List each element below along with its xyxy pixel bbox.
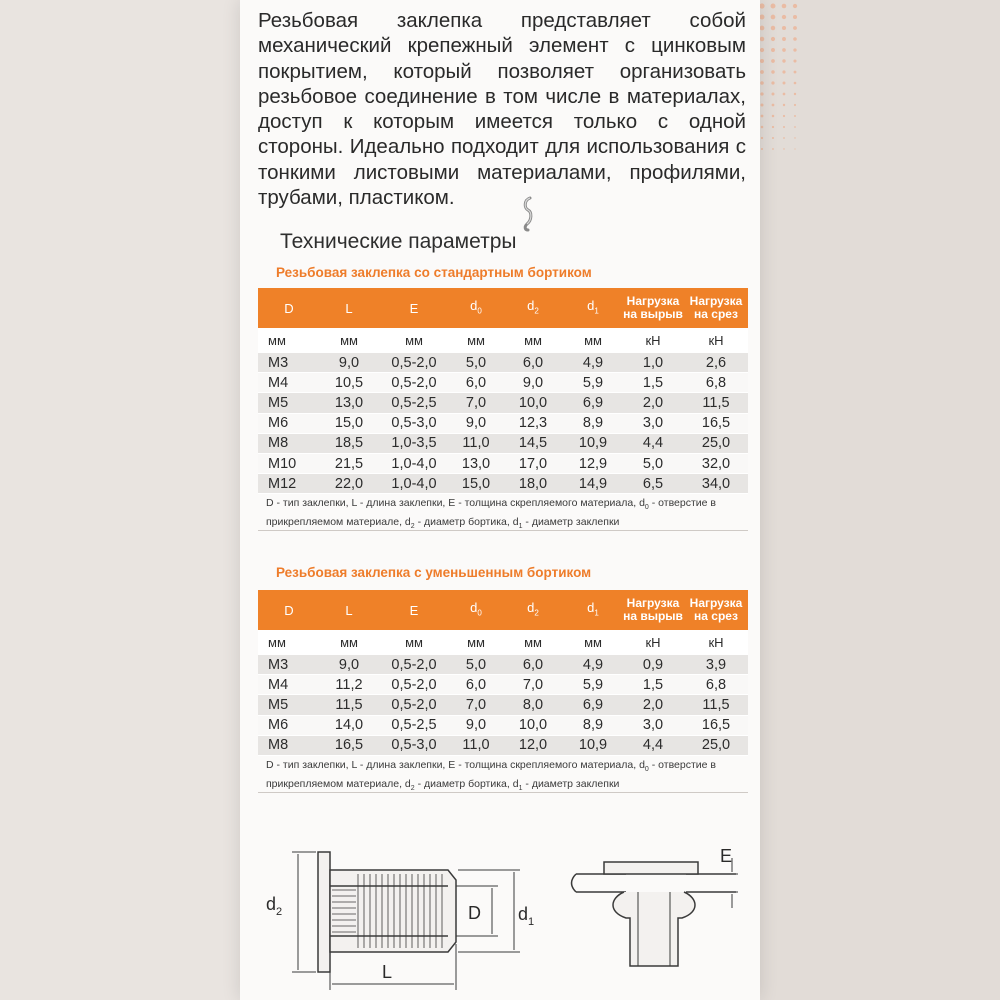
header-tear-load: Нагрузка на вырыв — [622, 288, 684, 328]
table-row — [258, 695, 748, 715]
table-cell: 14,5 — [502, 433, 564, 453]
decor-dot — [771, 26, 775, 30]
decor-dot — [794, 93, 796, 95]
unit-cell: мм — [320, 630, 378, 655]
table-cell: 25,0 — [684, 735, 748, 755]
decor-dot — [793, 48, 796, 51]
decor-dot — [760, 70, 764, 74]
decor-dot — [771, 4, 776, 9]
decor-dot — [783, 93, 786, 96]
decor-dot — [794, 148, 795, 149]
table-cell: 22,0 — [320, 474, 378, 494]
table-cell: 1,0-4,0 — [378, 474, 450, 494]
table-cell: 0,5-3,0 — [378, 413, 450, 433]
label-E: E — [720, 846, 733, 866]
decor-dot — [793, 37, 797, 41]
decor-dot — [772, 148, 774, 150]
table-cell: 11,5 — [684, 393, 748, 413]
table-cell: 1,0-3,5 — [378, 433, 450, 453]
decor-dot — [783, 137, 785, 139]
unit-cell: мм — [502, 630, 564, 655]
table-cell: 4,9 — [564, 353, 622, 373]
header-d: D — [258, 288, 320, 328]
table-cell: 7,0 — [502, 675, 564, 695]
table-cell: 32,0 — [684, 453, 748, 473]
table-cell: 34,0 — [684, 474, 748, 494]
table-cell: 0,9 — [622, 655, 684, 675]
header-d0: $d_0$ — [450, 590, 502, 630]
header-d0: $d_0$ — [450, 288, 502, 328]
table1-header-row — [258, 288, 748, 328]
unit-cell: мм — [502, 328, 564, 353]
unit-cell: мм — [450, 328, 502, 353]
table-cell: 1,5 — [622, 373, 684, 393]
background-left — [0, 0, 250, 1000]
table-row — [258, 474, 748, 494]
decor-dot — [794, 115, 796, 117]
table-cell: 15,0 — [450, 474, 502, 494]
table-cell: 14,0 — [320, 715, 378, 735]
decor-dot — [783, 104, 785, 106]
decor-dot — [782, 15, 786, 19]
table-cell: 10,0 — [502, 393, 564, 413]
unit-cell: кН — [684, 328, 748, 353]
hanger-hook-icon — [518, 196, 540, 232]
decor-dot — [783, 126, 785, 128]
unit-cell: мм — [378, 328, 450, 353]
decor-dot — [760, 81, 764, 85]
table-cell: 6,8 — [684, 675, 748, 695]
table-row — [258, 373, 748, 393]
table-cell: 11,2 — [320, 675, 378, 695]
table-cell: 10,0 — [502, 715, 564, 735]
table-cell: 11,5 — [320, 695, 378, 715]
table-row — [258, 735, 748, 755]
table-cell: 17,0 — [502, 453, 564, 473]
table1-body — [258, 328, 748, 494]
table-cell: 7,0 — [450, 393, 502, 413]
table-cell: 12,9 — [564, 453, 622, 473]
table-cell: M4 — [258, 675, 320, 695]
rivet-side-view — [292, 852, 520, 990]
table-cell: M3 — [258, 655, 320, 675]
installed-body — [613, 892, 695, 966]
table-cell: 5,0 — [622, 453, 684, 473]
table-cell: 16,5 — [684, 715, 748, 735]
table-cell: 21,5 — [320, 453, 378, 473]
spec-table-standard — [258, 288, 748, 494]
table-cell: 1,5 — [622, 675, 684, 695]
decor-dot — [761, 126, 764, 129]
table-cell: M6 — [258, 413, 320, 433]
table-cell: 0,5-2,5 — [378, 715, 450, 735]
table-row — [258, 715, 748, 735]
table-cell: 6,9 — [564, 695, 622, 715]
unit-cell: кН — [622, 630, 684, 655]
header-e: E — [378, 590, 450, 630]
header-d: D — [258, 590, 320, 630]
table-cell: 3,9 — [684, 655, 748, 675]
decor-dot — [782, 70, 785, 73]
decor-dot — [760, 103, 763, 106]
decor-dot — [771, 81, 774, 84]
table-cell: M3 — [258, 353, 320, 373]
rivet-diagram — [258, 830, 748, 1000]
label-d1: $d_1$ — [518, 904, 535, 928]
unit-cell: мм — [258, 630, 320, 655]
table-cell: 8,9 — [564, 413, 622, 433]
unit-cell: кН — [622, 328, 684, 353]
table2-body — [258, 630, 748, 755]
table-cell: M5 — [258, 695, 320, 715]
table-cell: 0,5-2,0 — [378, 675, 450, 695]
sheet-left — [576, 874, 626, 892]
table-cell: M4 — [258, 373, 320, 393]
table2-footnote: D - тип заклепки, L - длина заклепки, E - толщина скрепляемого материала, $d_0$ - отверстие в прикрепляемом материале, $d_2$ - диаметр бортика, $d_1$ - диаметр заклепки — [266, 759, 716, 793]
table-cell: M8 — [258, 433, 320, 453]
table-cell: 12,0 — [502, 735, 564, 755]
decor-dot — [782, 4, 787, 9]
table-cell: 1,0-4,0 — [378, 453, 450, 473]
table-cell: M8 — [258, 735, 320, 755]
table2-header-row — [258, 590, 748, 630]
table-cell: 0,5-2,0 — [378, 353, 450, 373]
decor-dot — [771, 48, 775, 52]
decor-dot — [760, 15, 765, 20]
table-cell: 25,0 — [684, 433, 748, 453]
table-cell: 9,0 — [320, 353, 378, 373]
decor-dot — [783, 115, 785, 117]
table-cell: 3,0 — [622, 413, 684, 433]
table-cell: 16,5 — [320, 735, 378, 755]
table-cell: 0,5-2,0 — [378, 373, 450, 393]
table-cell: 13,0 — [450, 453, 502, 473]
table-cell: 8,9 — [564, 715, 622, 735]
header-e: E — [378, 288, 450, 328]
decor-dot — [771, 15, 776, 20]
table-cell: 12,3 — [502, 413, 564, 433]
table-cell: 10,9 — [564, 433, 622, 453]
decor-dot — [783, 82, 786, 85]
header-d2: $d_2$ — [502, 288, 564, 328]
decor-dot — [793, 15, 797, 19]
table-cell: 7,0 — [450, 695, 502, 715]
table-cell: 2,0 — [622, 393, 684, 413]
table1-title: Резьбовая заклепка со стандартным бортиком — [276, 265, 592, 280]
decor-dot — [761, 115, 764, 118]
divider — [258, 530, 748, 531]
decor-dot — [783, 148, 784, 149]
table-cell: 6,9 — [564, 393, 622, 413]
units-row — [258, 328, 748, 353]
sheet-break — [572, 874, 577, 892]
table-row — [258, 413, 748, 433]
table-cell: 13,0 — [320, 393, 378, 413]
decor-dot — [782, 26, 786, 30]
decor-dot — [794, 126, 796, 128]
table1-footnote: D - тип заклепки, L - длина заклепки, E - толщина скрепляемого материала, $d_0$ - отверстие в прикрепляемом материале, $d_2$ - диаметр бортика, $d_1$ - диаметр заклепки — [266, 497, 716, 531]
rivet-body — [330, 870, 456, 952]
table-cell: M5 — [258, 393, 320, 413]
decor-dot — [760, 37, 764, 41]
decor-dot — [793, 59, 796, 62]
decor-dot — [772, 115, 775, 118]
decor-dot — [772, 126, 774, 128]
unit-cell: мм — [320, 328, 378, 353]
table-cell: 14,9 — [564, 474, 622, 494]
decor-dot — [771, 37, 775, 41]
table-cell: 18,5 — [320, 433, 378, 453]
decor-dot — [760, 48, 764, 52]
table-cell: M10 — [258, 453, 320, 473]
table-cell: 10,5 — [320, 373, 378, 393]
decor-dot — [782, 59, 785, 62]
decor-dot — [761, 148, 763, 150]
rivet-flange — [318, 852, 330, 972]
table-cell: 5,9 — [564, 373, 622, 393]
table-cell: 1,0 — [622, 353, 684, 373]
header-d2: $d_2$ — [502, 590, 564, 630]
spec-table-reduced — [258, 590, 748, 756]
header-shear-load: Нагрузка на срез — [684, 288, 748, 328]
decor-dot — [794, 82, 797, 85]
table-row — [258, 393, 748, 413]
decor-dot — [782, 37, 786, 41]
table-cell: 0,5-2,5 — [378, 393, 450, 413]
decor-dot — [771, 70, 774, 73]
table-cell: 5,0 — [450, 353, 502, 373]
table-cell: 2,0 — [622, 695, 684, 715]
header-d1: $d_1$ — [564, 288, 622, 328]
sheet-right — [686, 874, 736, 892]
table-cell: 4,9 — [564, 655, 622, 675]
decor-dot — [771, 59, 775, 63]
table-cell: 5,0 — [450, 655, 502, 675]
table-cell: M6 — [258, 715, 320, 735]
unit-cell: мм — [378, 630, 450, 655]
decor-dot — [794, 71, 797, 74]
unit-cell: мм — [258, 328, 320, 353]
table-cell: 18,0 — [502, 474, 564, 494]
decor-dot — [782, 48, 786, 52]
unit-cell: кН — [684, 630, 748, 655]
label-L: L — [382, 962, 393, 982]
table-cell: 16,5 — [684, 413, 748, 433]
table-cell: 4,4 — [622, 735, 684, 755]
table-cell: 11,0 — [450, 735, 502, 755]
header-d1: $d_1$ — [564, 590, 622, 630]
label-D: D — [468, 903, 481, 923]
table-row — [258, 453, 748, 473]
table-row — [258, 353, 748, 373]
table-cell: 9,0 — [450, 413, 502, 433]
label-d2: $d_2$ — [266, 894, 283, 918]
header-tear-load: Нагрузка на вырыв — [622, 590, 684, 630]
table-cell: 5,9 — [564, 675, 622, 695]
table-row — [258, 433, 748, 453]
table-cell: 6,0 — [502, 655, 564, 675]
decor-dot — [772, 104, 775, 107]
units-row — [258, 630, 748, 655]
unit-cell: мм — [564, 328, 622, 353]
table-cell: 15,0 — [320, 413, 378, 433]
table2-title: Резьбовая заклепка с уменьшенным бортиком — [276, 565, 592, 580]
unit-cell: мм — [564, 630, 622, 655]
table-row — [258, 675, 748, 695]
table-cell: 2,6 — [684, 353, 748, 373]
unit-cell: мм — [450, 630, 502, 655]
table-cell: 11,0 — [450, 433, 502, 453]
decor-dot — [760, 92, 763, 95]
table-cell: 9,0 — [450, 715, 502, 735]
decor-dot — [794, 104, 796, 106]
table-cell: 0,5-2,0 — [378, 655, 450, 675]
table-cell: 8,0 — [502, 695, 564, 715]
table-cell: 11,5 — [684, 695, 748, 715]
decor-dot — [793, 4, 797, 8]
decor-dot — [760, 26, 765, 31]
table-row — [258, 655, 748, 675]
decor-dot — [759, 3, 764, 8]
table-cell: 6,0 — [450, 675, 502, 695]
divider — [258, 792, 748, 793]
table-cell: 0,5-3,0 — [378, 735, 450, 755]
section-title: Технические параметры — [280, 230, 517, 253]
decor-dot — [772, 93, 775, 96]
table-cell: 3,0 — [622, 715, 684, 735]
table-cell: 4,4 — [622, 433, 684, 453]
table-cell: 9,0 — [320, 655, 378, 675]
intro-text: Резьбовая заклепка представляет собой механический крепежный элемент с цинковым покрытием, который позволяет организовать резьбовое соединение в том числе в материалах, доступ к которым имеется только с одной стороны. Идеально подходит для использования с тонкими листовыми материалами, профилями, трубами, пластиком. — [258, 9, 746, 210]
table-cell: 9,0 — [502, 373, 564, 393]
table-cell: 6,5 — [622, 474, 684, 494]
table-cell: 0,5-2,0 — [378, 695, 450, 715]
table-cell: 6,8 — [684, 373, 748, 393]
decor-dot — [761, 137, 763, 139]
header-shear-load: Нагрузка на срез — [684, 590, 748, 630]
decor-dot — [794, 137, 795, 138]
rivet-installed-view — [572, 858, 739, 966]
table-cell: M12 — [258, 474, 320, 494]
installed-flange — [604, 862, 698, 874]
decor-dot — [772, 137, 774, 139]
decor-dot — [760, 59, 764, 63]
table-cell: 6,0 — [502, 353, 564, 373]
table-cell: 6,0 — [450, 373, 502, 393]
decor-dot — [793, 26, 797, 30]
header-l: L — [320, 590, 378, 630]
table-cell: 10,9 — [564, 735, 622, 755]
header-l: L — [320, 288, 378, 328]
